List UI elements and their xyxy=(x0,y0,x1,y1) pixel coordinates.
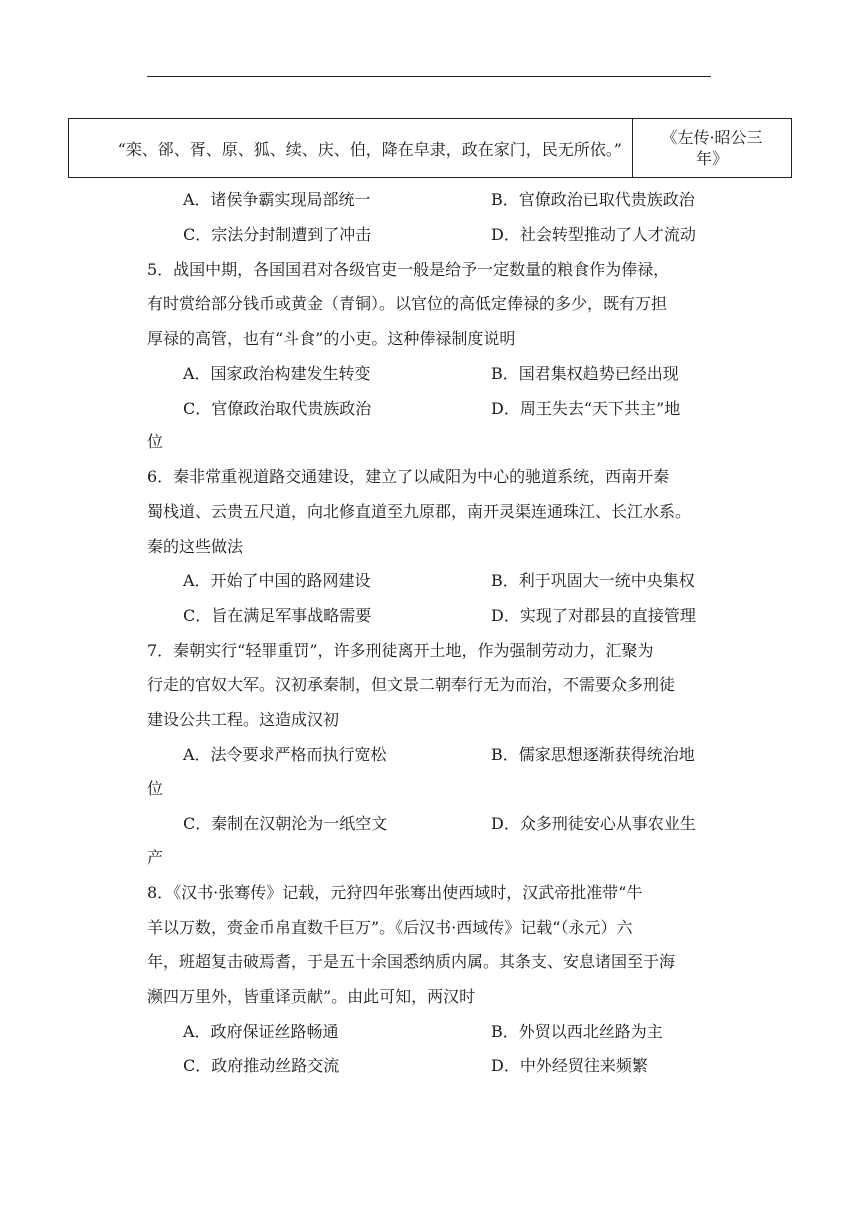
q5-option-c[interactable]: C．官僚政治取代贵族政治 xyxy=(183,399,372,418)
q7-option-a[interactable]: A．法令要求严格而执行宽松 xyxy=(183,745,387,764)
q5-option-a[interactable]: A．国家政治构建发生转变 xyxy=(183,364,371,383)
q8-stem-line-2: 羊以万数，赍金币帛直数千巨万”。《后汉书·西域传》记载“（永元）六 xyxy=(147,918,633,937)
q4-option-c[interactable]: C．宗法分封制遭到了冲击 xyxy=(183,225,372,244)
q5-option-b[interactable]: B．国君集权趋势已经出现 xyxy=(491,364,679,383)
q8-option-c[interactable]: C．政府推动丝路交流 xyxy=(183,1056,340,1075)
source-line-2: 年》 xyxy=(695,149,728,168)
q6-option-c[interactable]: C．旨在满足军事战略需要 xyxy=(183,606,372,625)
q7-option-c[interactable]: C．秦制在汉朝沦为一纸空文 xyxy=(183,814,388,833)
quote-table xyxy=(68,118,792,178)
q7-option-b-wrap: 位 xyxy=(147,779,164,798)
q8-stem-line-3: 年，班超复击破焉耆，于是五十余国悉纳质内属。其条支、安息诸国至于海 xyxy=(147,952,676,971)
q5-stem-line-3: 厚禄的高管，也有“斗食”的小吏。这种俸禄制度说明 xyxy=(147,329,516,348)
q7-option-b[interactable]: B．儒家思想逐渐获得统治地 xyxy=(491,745,695,764)
q4-option-b[interactable]: B．官僚政治已取代贵族政治 xyxy=(491,190,695,209)
q6-option-b[interactable]: B．利于巩固大一统中央集权 xyxy=(491,571,695,590)
q6-stem-line-2: 蜀栈道、云贵五尺道，向北修直道至九原郡，南开灵渠连通珠江、长江水系。 xyxy=(147,502,692,521)
q5-option-d-wrap: 位 xyxy=(147,432,164,451)
q7-stem-line-3: 建设公共工程。这造成汉初 xyxy=(147,710,340,729)
q5-stem-line-1: 5．战国中期，各国国君对各级官吏一般是给予一定数量的粮食作为俸禄， xyxy=(147,260,670,279)
q7-option-d-wrap: 产 xyxy=(147,848,164,867)
source-line-1: 《左传·昭公三 xyxy=(661,128,763,147)
q7-option-d[interactable]: D．众多刑徒安心从事农业生 xyxy=(491,814,696,833)
q6-stem-line-1: 6．秦非常重视道路交通建设，建立了以咸阳为中心的驰道系统，西南开秦 xyxy=(147,467,670,486)
q5-option-d[interactable]: D．周王失去“天下共主”地 xyxy=(491,399,681,418)
source-cell xyxy=(633,119,791,177)
quote-cell: “栾、郤、胥、原、狐、续、庆、伯，降在皁隶，政在家门，民无所依。” xyxy=(69,119,633,177)
q6-option-a[interactable]: A．开始了中国的路网建设 xyxy=(183,571,371,590)
q8-option-a[interactable]: A．政府保证丝路畅通 xyxy=(183,1022,339,1041)
q6-option-d[interactable]: D．实现了对郡县的直接管理 xyxy=(491,606,696,625)
q8-option-b[interactable]: B．外贸以西北丝路为主 xyxy=(491,1022,663,1041)
q5-stem-line-2: 有时赏给部分钱币或黄金（青铜）。以官位的高低定俸禄的多少，既有万担 xyxy=(147,294,668,313)
q8-stem-line-1: 8．《汉书·张骞传》记载，元狩四年张骞出使西域时，汉武帝批准带“牛 xyxy=(147,883,643,902)
header-rule xyxy=(147,76,711,77)
q4-option-a[interactable]: A．诸侯争霸实现局部统一 xyxy=(183,190,371,209)
q8-option-d[interactable]: D．中外经贸往来频繁 xyxy=(491,1056,648,1075)
q6-stem-line-3: 秦的这些做法 xyxy=(147,537,244,556)
q7-stem-line-1: 7．秦朝实行“轻罪重罚”，许多刑徒离开土地，作为强制劳动力，汇聚为 xyxy=(147,641,654,660)
q7-stem-line-2: 行走的官奴大军。汉初承秦制，但文景二朝奉行无为而治，不需要众多刑徒 xyxy=(147,675,676,694)
q4-option-d[interactable]: D．社会转型推动了人才流动 xyxy=(491,225,696,244)
q8-stem-line-4: 濒四万里外，皆重译贡献”。由此可知，两汉时 xyxy=(147,987,476,1006)
